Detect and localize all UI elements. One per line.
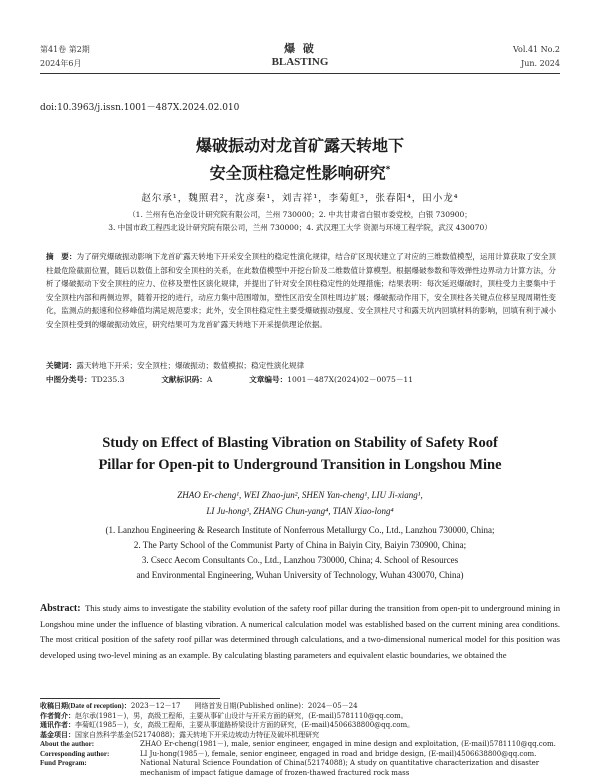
clc-label: 中图分类号：	[46, 375, 92, 384]
en-affiliation-line: and Environmental Engineering, Wuhan University of Technology, Wuhan 430070, China)	[136, 570, 464, 580]
footnotes	[40, 702, 565, 778]
en-abstract	[40, 601, 560, 695]
article-id-label: 文章编号：	[249, 375, 288, 384]
footnote-label: About the author:	[40, 740, 95, 748]
journal-name-cn: 爆 破	[284, 42, 316, 55]
footnote-text: 赵尔承(1981－)，男，高级工程师，主要从事矿山设计与开采方面的研究，(E-mail)5781110@qq.com。	[75, 711, 408, 720]
cn-affiliation-line: 3. 中国市政工程西北设计研究院有限公司，兰州 730000；4. 武汉理工大学 资源与环境工程学院，武汉 430070）	[108, 223, 492, 232]
footnote-author-cn	[40, 712, 565, 722]
footnote-text: 国家自然科学基金(52174088)；露天转地下开采边坡动力特征及破坏机理研究	[75, 730, 320, 739]
footnote-rule	[40, 698, 220, 699]
footnote-text: 李菊虹(1985－)，女，高级工程师，主要从事道路桥梁设计方面的研究，(E-mail)4506638800@qq.com。	[75, 721, 415, 729]
footnote-fund-cn	[40, 731, 565, 741]
cn-title-footnote-mark: *	[385, 165, 391, 175]
en-title-line1: Study on Effect of Blasting Vibration on Stability of Safety Roof	[102, 435, 498, 451]
en-abstract-text: This study aims to investigate the stability evolution of the safety roof pillar during the transition from open-pit to underground mining in Longshou mine under the influence of blasting vibration. A numerical calculation model was established based on the current mining area conditions. The most critical position of the safety roof pillar was determined through calculations, and a two-dimensional numerical model for this position was developed using two-level mining as an example. By calculating blasting parameters and equivalent elastic boundaries, we obtained the	[40, 603, 560, 660]
en-affiliation-line: 2. The Party School of the Communist Party of China in Baiyin City, Baiyin 730900, China;	[133, 540, 467, 550]
footnote-corresponding-en	[40, 750, 565, 760]
footnote-corresponding-cn	[40, 721, 565, 731]
footnote-author-en	[40, 740, 565, 750]
en-affiliation-line: 3. Csecc Aecom Consultants Co., Ltd., Lanzhou 730000, China; 4. School of Resources	[141, 555, 459, 565]
cn-title-line2-text: 安全顶柱稳定性影响研究	[209, 163, 386, 183]
cn-meta-row	[46, 374, 566, 385]
clc-value: TD235.3	[91, 375, 125, 384]
footnote-text: 2023－12－17 网络首发日期(Published online)：2024－05－24	[130, 702, 358, 710]
footnote-text: LI Ju-hong(1985－), female, senior engineer, engaged in road and bridge design, (E-mail)4506638800@qq.com.	[140, 749, 537, 758]
cn-abstract-label: 摘 要：	[46, 252, 77, 261]
header-date-cn: 2024年6月	[40, 59, 82, 68]
footnote-label: 通讯作者：	[40, 721, 75, 729]
cn-title-line1: 爆破振动对龙首矿露天转地下	[195, 136, 404, 155]
footnote-label: Corresponding author:	[40, 749, 110, 758]
en-authors-line2: LI Ju-hong³, ZHANG Chun-yang⁴, TIAN Xiao-long⁴	[206, 506, 394, 516]
footnote-label: 基金项目：	[40, 730, 75, 739]
en-abstract-label: Abstract:	[40, 603, 81, 614]
cn-keywords-text: 露天转地下开采；安全顶柱；爆破振动；数值模拟；稳定性演化规律	[76, 361, 305, 370]
footnote-label: 收稿日期(Date of reception)：	[40, 702, 131, 710]
en-authors-line1: ZHAO Er-cheng¹, WEI Zhao-jun², SHEN Yan-cheng¹, LIU Ji-xiang¹,	[177, 490, 423, 500]
en-affiliations	[40, 523, 560, 583]
footnote-reception	[40, 702, 565, 712]
footnote-label: Fund Program:	[40, 759, 87, 767]
en-title-line2: Pillar for Open-pit to Underground Transition in Longshou Mine	[98, 457, 502, 473]
cn-affiliation-line: （1. 兰州有色冶金设计研究院有限公司，兰州 730000；2. 中共甘肃省白银市委党校，白银 730900；	[128, 210, 472, 219]
cn-keywords	[46, 359, 556, 373]
footnote-fund-en	[40, 759, 565, 778]
cn-abstract	[46, 250, 556, 356]
doc-code-value: A	[206, 375, 213, 384]
header-date-en: Jun. 2024	[521, 59, 560, 68]
cn-affiliations	[30, 208, 570, 234]
doi: doi:10.3963/j.issn.1001－487X.2024.02.010	[40, 103, 240, 113]
cn-abstract-text: 为了研究爆破振动影响下龙首矿露天转地下开采安全顶柱的稳定性演化规律，结合矿区现状建立了对应的三维数值模型，运用计算获取了安全顶柱最危险截面位置，随后以数值上部和安全顶柱的关系，在此数值模型中开挖台阶及二维数值计算模型。根据爆破参数和等效弹性边界动力计算方法，分析了爆破振动下安全顶柱的应力、位移及塑性区演化规律，并提出了针对安全顶柱稳定性的处理措施；结果表明：每次延迟爆破时，顶柱受力主要集中于安全顶柱内部和两侧边界，随着开挖的进行，动应力集中范围增加，塑性区沿安全顶柱周边扩展；爆破振动作用下，安全顶柱各关键点位移呈现周期性变化，监测点的振速和位移峰值均满足规范要求；此外，安全顶柱稳定性主要受爆破振动强度、安全顶柱尺寸和露天坑内回填材料的影响，回填有利于减小安全顶柱受到的爆破振动效应，研究结果可为龙首矿露天转地下开采提供理论依据。	[46, 252, 556, 329]
header-volume-cn: 第41卷 第2期	[40, 45, 90, 54]
cn-title-line2	[0, 158, 600, 185]
footnote-text: ZHAO Er-cheng(1981－), male, senior engineer, engaged in mine design and exploitation, (E-mail)5781110@qq.com.	[140, 740, 556, 748]
header-rule	[40, 73, 560, 74]
en-affiliation-line: (1. Lanzhou Engineering & Research Institute of Nonferrous Metallurgy Co., Ltd., Lanzhou 730000, China;	[105, 525, 495, 535]
footnote-label: 作者简介：	[40, 711, 75, 720]
cn-authors: 赵尔承¹，魏照君²，沈彦秦¹，刘吉祥¹，李菊虹³，张春阳⁴，田小龙⁴	[141, 193, 459, 204]
article-id-value: 1001－487X(2024)02－0075－11	[287, 375, 414, 384]
footnote-text: National Natural Science Foundation of China(52174088); A study on quantitative characterization and disaster mechanism of impact fatigue damage of frozen-thawed fractured rock mass	[140, 759, 540, 777]
header-volume-en: Vol.41 No.2	[513, 45, 560, 54]
doc-code-label: 文献标识码：	[161, 375, 207, 384]
journal-name-en: BLASTING	[271, 56, 329, 68]
cn-keywords-label: 关键词：	[46, 361, 77, 370]
